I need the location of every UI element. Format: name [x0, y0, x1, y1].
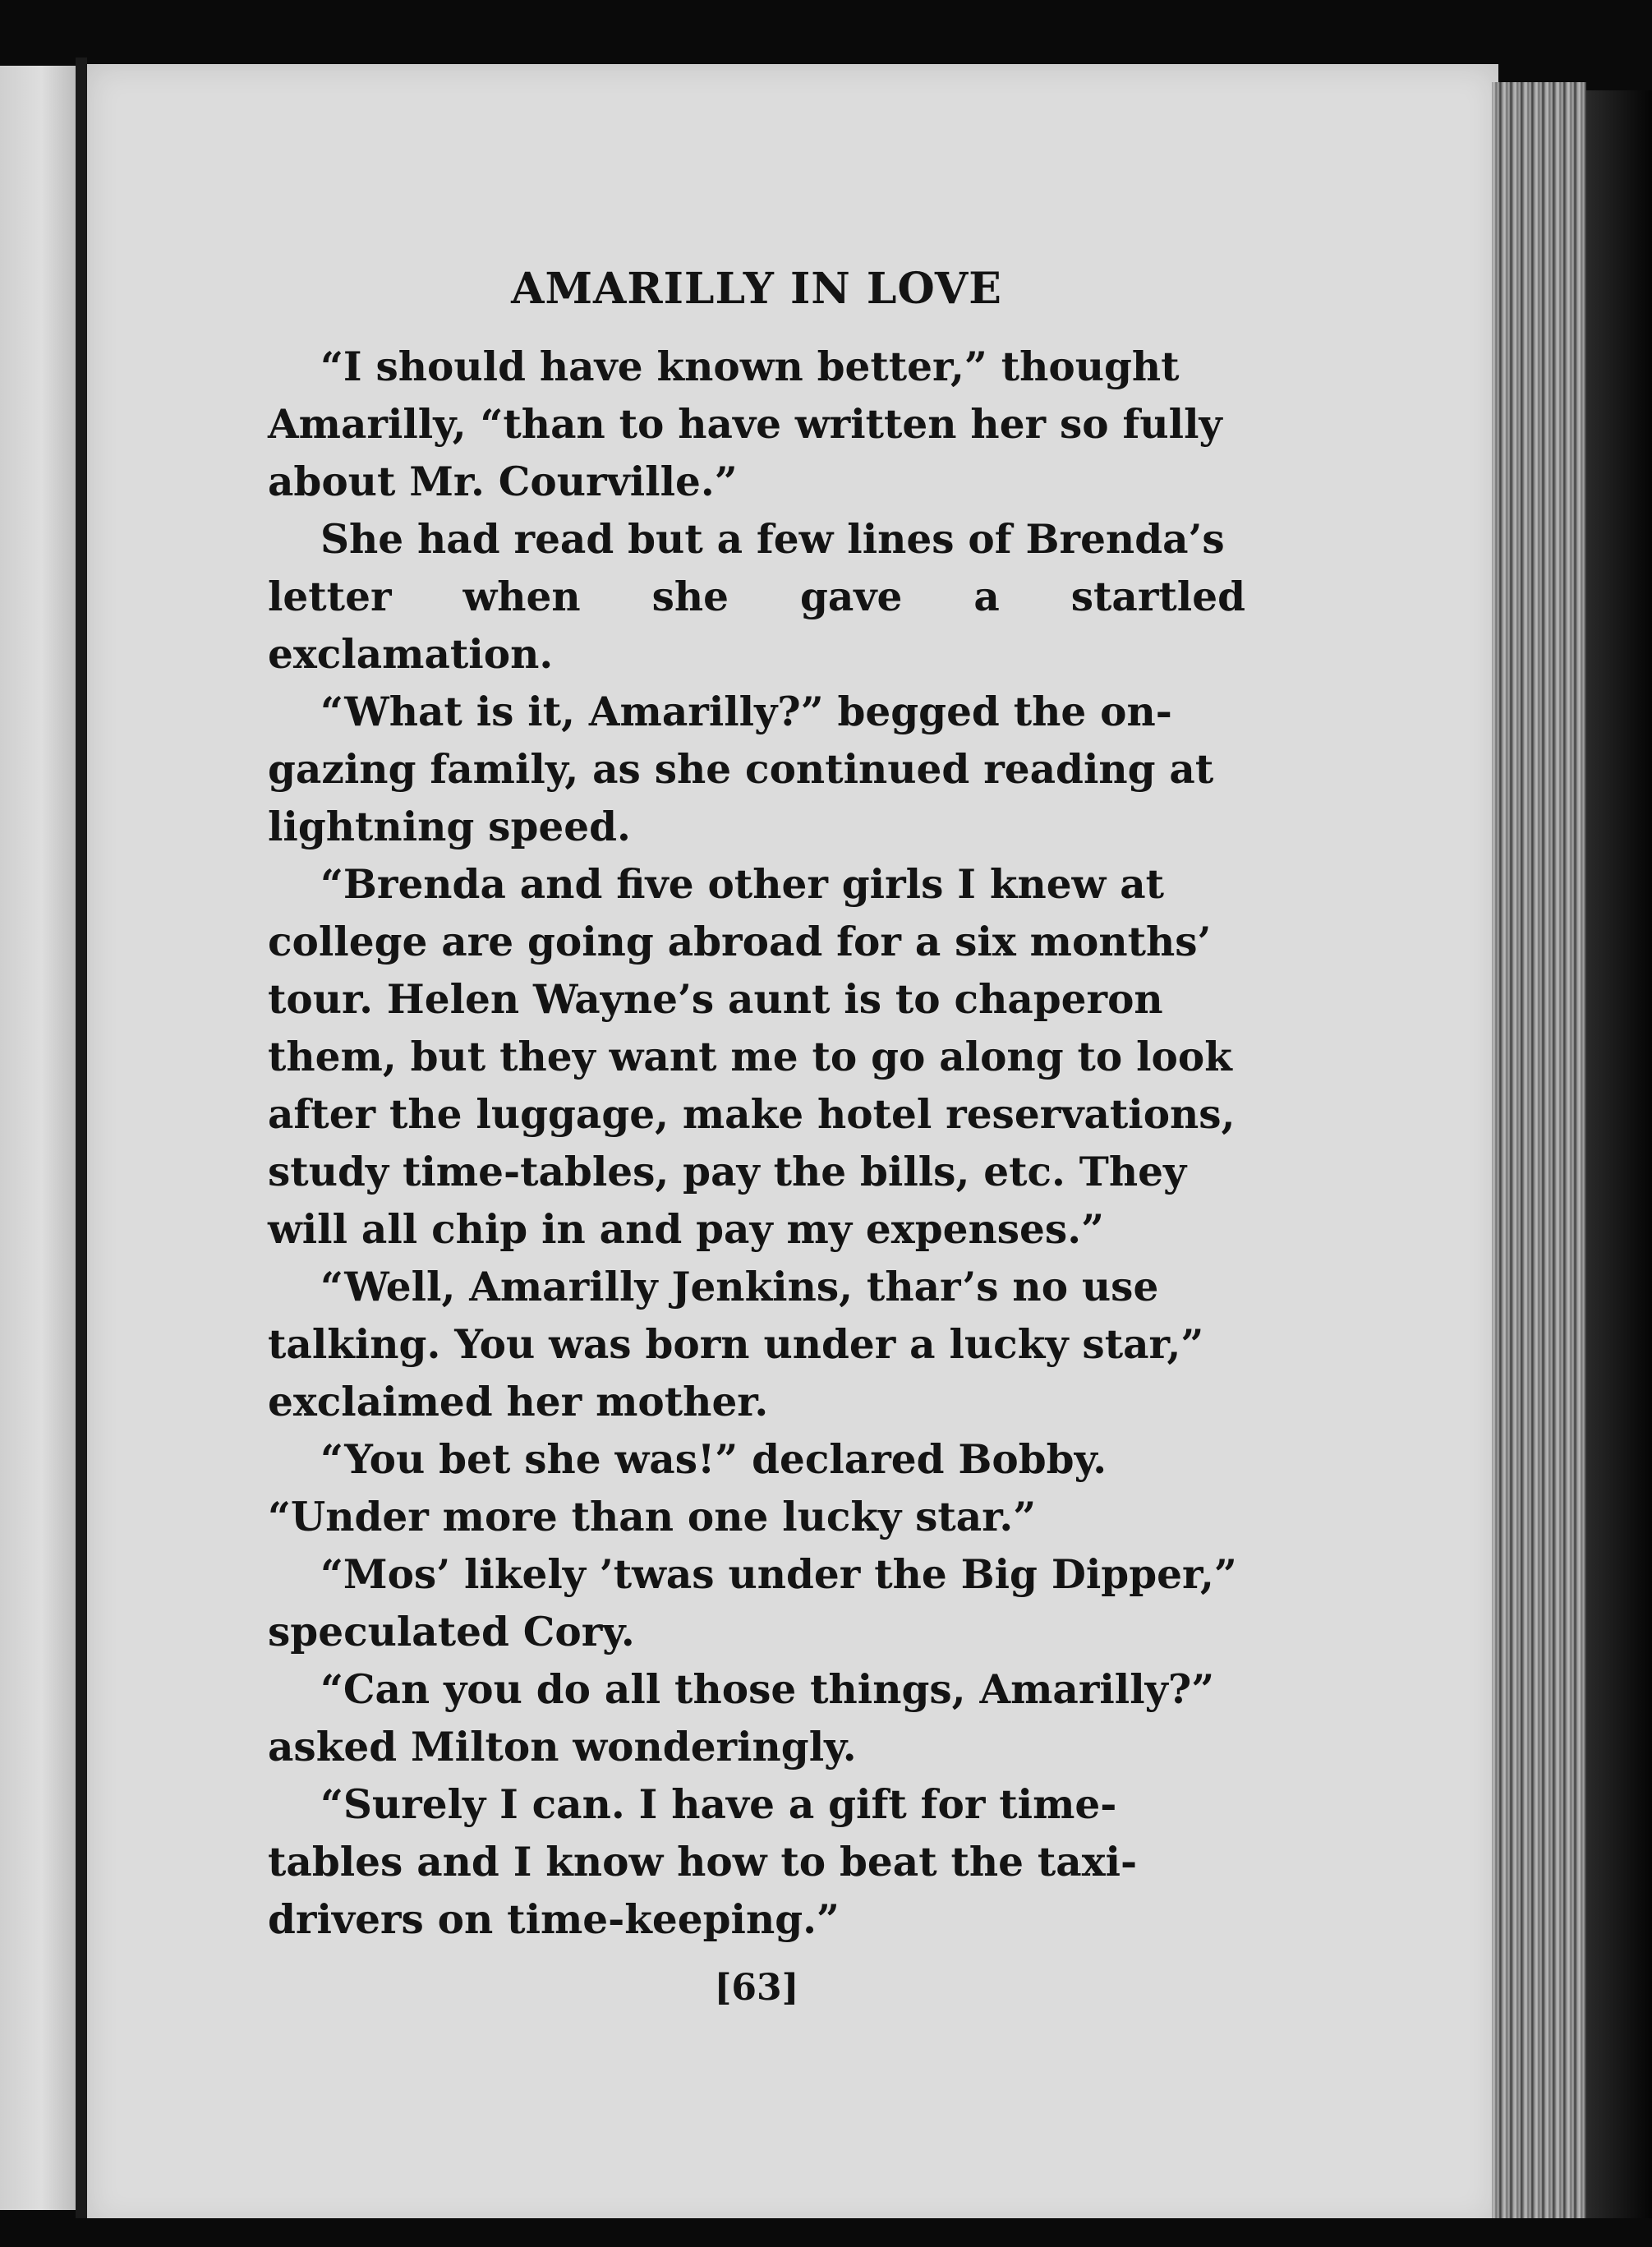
paragraph: “Can you do all those things, Amarilly?” asked Milton wonderingly.: [268, 1666, 1215, 1770]
paragraph: “Well, Amarilly Jenkins, thar’s no use talking. You was born under a lucky star,” exclaimed her mother.: [268, 1264, 1204, 1425]
page-text: [268, 263, 1245, 2013]
paragraph: “I should have known better,” thought Amarilly, “than to have written her so fully about Mr. Courville.”: [268, 343, 1222, 505]
paragraph: “Mos’ likely ’twas under the Big Dipper,” speculated Cory.: [268, 1551, 1237, 1655]
paragraph: She had read but a few lines of Brenda’s letter when she gave a startled exclamation.: [268, 516, 1245, 678]
left-page-edge: [0, 66, 76, 2210]
page-number: [63]: [714, 1967, 799, 2009]
scan-border: [0, 2218, 1652, 2247]
paragraph: “You bet she was!” declared Bobby. “Under more than one lucky star.”: [268, 1436, 1107, 1540]
page-edges: [1492, 82, 1586, 2226]
spine-gutter: [76, 58, 87, 2218]
paragraph: “What is it, Amarilly?” begged the on- gazing family, as she continued reading at lightning speed.: [268, 688, 1214, 850]
running-head: AMARILLY IN LOVE: [511, 264, 1002, 314]
book-cover-edge: [1586, 90, 1652, 2226]
paragraph: “Brenda and five other girls I knew at college are going abroad for a six months’ tour. Helen Wayne’s aunt is to chaperon them, but they want me to go along to look after the luggage, make hotel reservations, study time-tables, pay the bills, etc. They will all chip in and pay my expenses.”: [268, 861, 1236, 1253]
paragraph: “Surely I can. I have a gift for time- tables and I know how to beat the taxi- drivers on time-keeping.”: [268, 1781, 1138, 1943]
